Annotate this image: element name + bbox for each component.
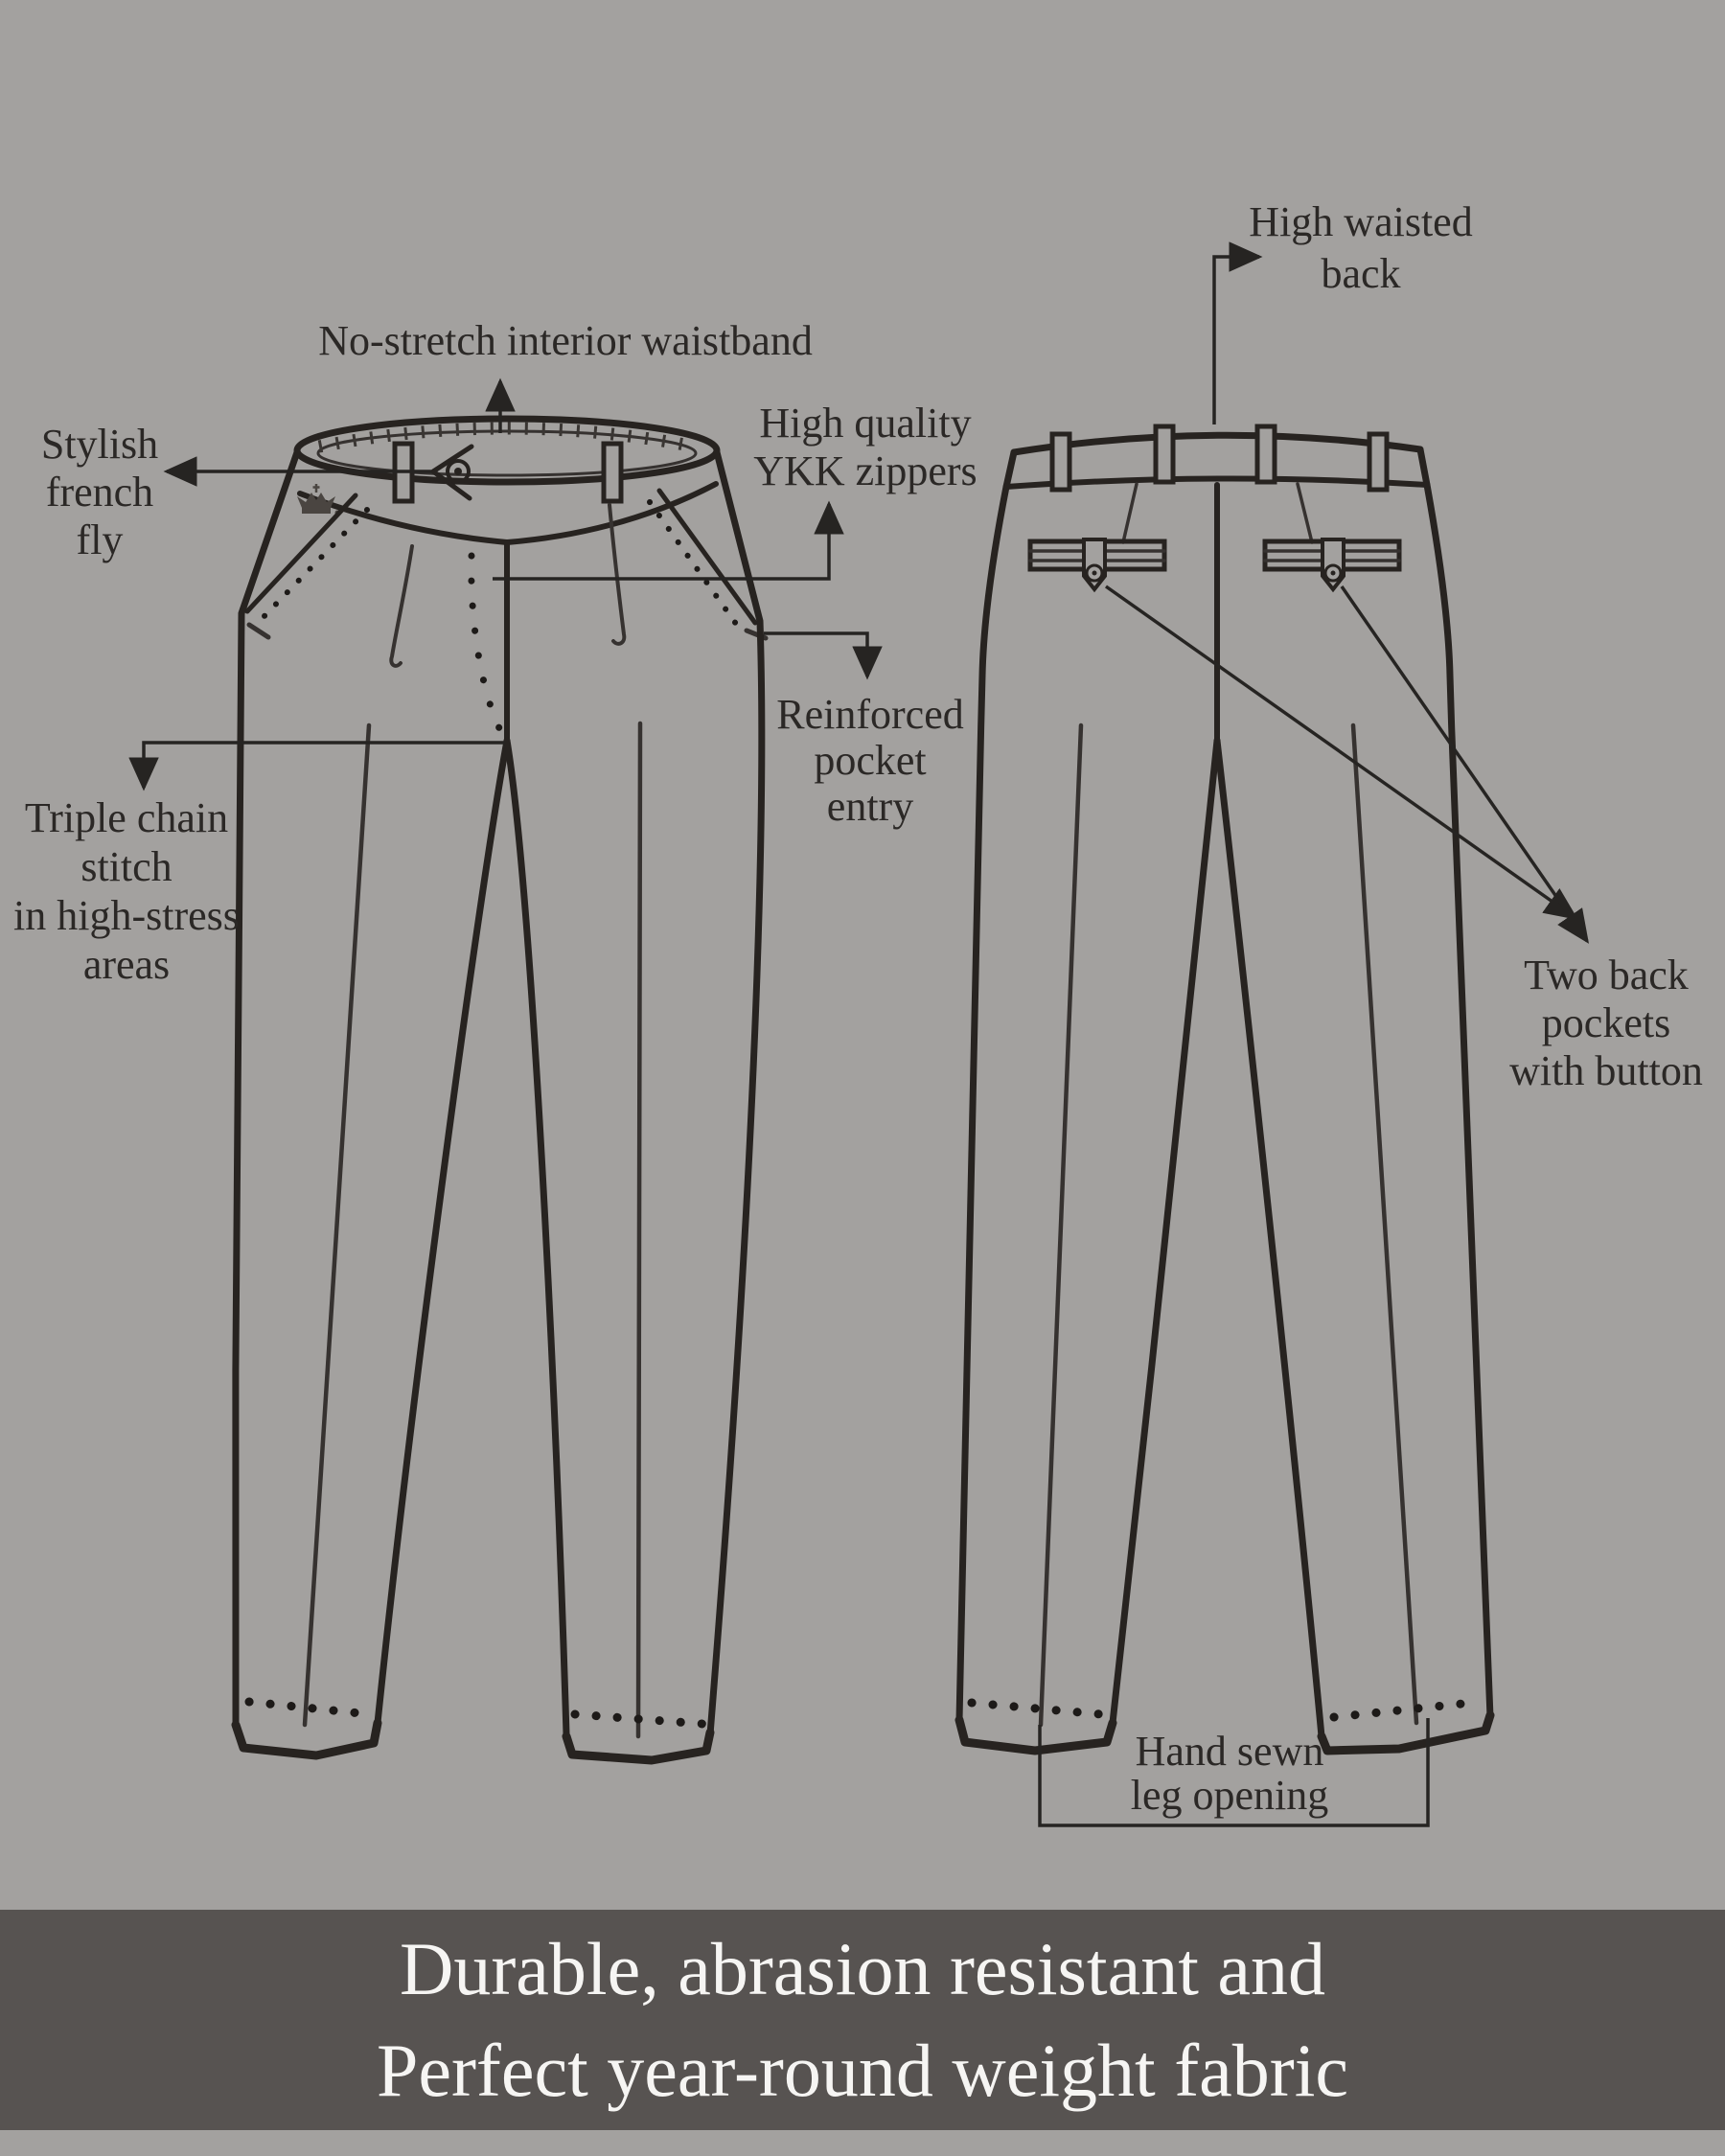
label-triple-chain-line1: Triple chain <box>24 794 229 841</box>
label-ykk-line2: YKK zippers <box>753 447 978 494</box>
label-no-stretch-waistband: No-stretch interior waistband <box>318 317 813 364</box>
french-fly-chevron <box>433 447 472 498</box>
back-side-seam-left <box>959 487 1006 1720</box>
front-fly-stitch <box>472 556 501 732</box>
front-side-seam-left <box>236 452 297 1725</box>
arrow-reinforced-pocket <box>764 633 867 677</box>
back-pocket-right-button-center <box>1331 571 1336 576</box>
front-pocket-bartack-left <box>249 625 268 637</box>
arrow-high-waisted-back <box>1214 257 1259 424</box>
front-pocket-stitch-right <box>650 502 741 631</box>
arrow-triple-chain <box>144 743 505 788</box>
crown-logo <box>297 484 340 516</box>
front-waist-inner-edge <box>318 431 696 475</box>
front-hem-stitch-left <box>249 1702 370 1714</box>
front-crease-right <box>638 723 640 1736</box>
label-reinforced-line1: Reinforced <box>776 691 964 738</box>
back-pocket-left-button-center <box>1092 571 1097 576</box>
front-crease-left <box>305 725 369 1725</box>
back-waistband-top <box>1014 435 1420 452</box>
back-belt-loop-1 <box>1052 434 1070 490</box>
front-trousers <box>236 419 766 1760</box>
label-reinforced-line3: entry <box>826 783 914 830</box>
front-inseam-right <box>507 741 566 1734</box>
front-hem-left <box>236 1723 378 1755</box>
label-high-waisted-line2: back <box>1321 250 1401 297</box>
label-triple-chain-line2: stitch <box>80 843 172 890</box>
front-side-seam-right <box>710 452 762 1734</box>
label-back-pockets-line2: pockets <box>1541 999 1671 1046</box>
fabric-banner <box>0 1910 1725 2130</box>
back-dart-left <box>1123 484 1137 542</box>
label-reinforced-line2: pocket <box>814 737 927 784</box>
label-high-waisted-line1: High waisted <box>1249 198 1473 245</box>
banner-line-1: Durable, abrasion resistant and <box>399 1927 1325 2010</box>
back-belt-loop-3 <box>1257 426 1275 482</box>
label-french-fly-line1: Stylish <box>40 421 159 468</box>
label-ykk-line1: High quality <box>759 400 972 447</box>
fly-button-inner <box>454 468 462 475</box>
back-hem-stitch-right <box>1334 1702 1481 1717</box>
label-hand-sewn-line1: Hand sewn <box>1135 1728 1324 1775</box>
back-belt-loop-2 <box>1156 426 1173 482</box>
front-waistband-bottom <box>300 484 716 542</box>
back-side-seam-right <box>1427 485 1490 1717</box>
back-trousers <box>959 426 1490 1751</box>
front-pocket-stitch-left <box>260 510 367 621</box>
label-hand-sewn-line2: leg opening <box>1130 1772 1329 1819</box>
label-triple-chain-line4: areas <box>82 941 171 988</box>
back-hem-stitch-left <box>972 1703 1101 1714</box>
back-waistband-right-edge <box>1420 449 1427 485</box>
back-hem-right <box>1322 1715 1490 1751</box>
feature-labels <box>13 198 1703 1819</box>
back-crease-right <box>1353 725 1416 1723</box>
arrow-back-pocket-right <box>1342 586 1587 941</box>
back-waistband-left-edge <box>1006 452 1014 487</box>
arrow-back-pocket-left <box>1106 586 1576 918</box>
label-back-pockets-line3: with button <box>1509 1047 1703 1094</box>
back-dart-right <box>1298 484 1312 542</box>
front-inseam-left <box>378 741 507 1723</box>
label-french-fly-line2: french <box>45 469 154 516</box>
label-triple-chain-line3: in high-stress <box>13 892 240 939</box>
back-inseam-right <box>1217 741 1322 1736</box>
back-belt-loop-4 <box>1369 434 1387 490</box>
back-inseam-left <box>1113 741 1217 1723</box>
front-belt-loop-right <box>604 444 621 501</box>
label-back-pockets-line1: Two back <box>1524 952 1689 998</box>
front-pleat-left <box>391 546 412 666</box>
label-french-fly-line3: fly <box>76 516 124 563</box>
front-hem-stitch-right <box>575 1714 702 1724</box>
back-crease-left <box>1041 725 1081 1725</box>
back-hem-left <box>959 1720 1113 1751</box>
banner-line-2: Perfect year-round weight fabric <box>376 2029 1349 2112</box>
